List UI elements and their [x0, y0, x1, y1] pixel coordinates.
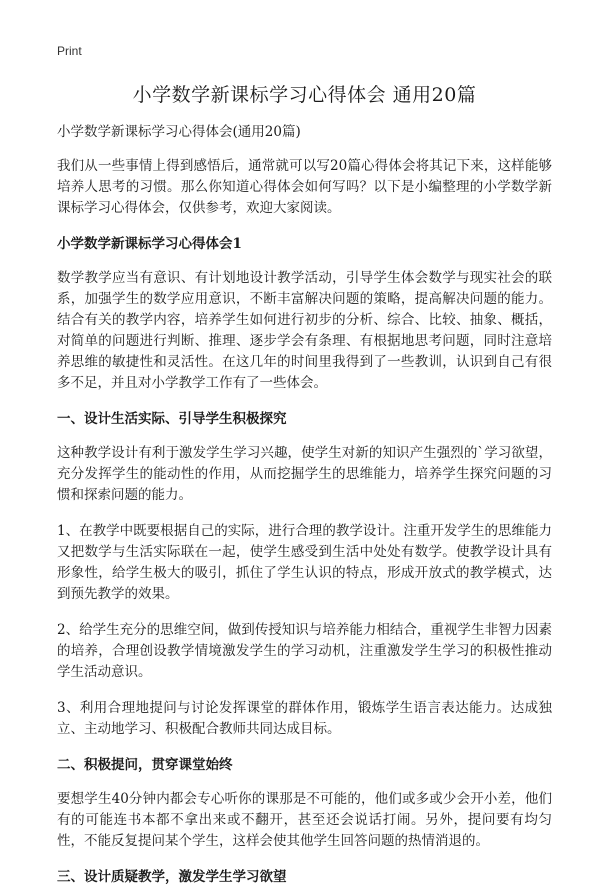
section-1-item-1: 1、在教学中既要根据自己的实际，进行合理的教学设计。注重开发学生的思维能力又把数学与生活实际联在一起，使学生感受到生活中处处有数学。使教学设计具有形象性，给学生极大的吸引，抓住了学生认识的特点，形成开放式的教学模式，达到预先教学的效果。 — [57, 523, 552, 602]
page-title: 小学数学新课标学习心得体会 通用20篇 — [132, 84, 477, 106]
section-1-item-2: 2、给学生充分的思维空间，做到传授知识与培养能力相结合，重视学生非智力因素的培养，合理创设教学情境激发学生的学习动机，注重激发学生学习的积极性推动学生活动意识。 — [57, 622, 552, 680]
section-3-heading: 三、设计质疑教学，激发学生学习欲望 — [57, 869, 287, 885]
section-2-paragraph: 要想学生40分钟内都会专心听你的课那是不可能的，他们或多或少会开小差，他们有的可能连书本都不拿出来或不翻开，甚至还会说话打闹。另外，提问要有均匀性，不能反复提问某个学生，这样会使其他学生回答问题的热情消退的。 — [57, 791, 552, 849]
print-link[interactable]: Print — [57, 44, 82, 58]
section-1-paragraph: 这种教学设计有利于激发学生学习兴趣，使学生对新的知识产生强烈的`学习欲望，充分发挥学生的能动性的作用，从而挖掘学生的思维能力，培养学生探究问题的习惯和探索问题的能力。 — [57, 445, 552, 503]
document-body — [57, 122, 552, 888]
section-2-heading: 二、积极提问，贯穿课堂始终 — [57, 757, 233, 773]
intro-paragraph: 我们从一些事情上得到感悟后，通常就可以写20篇心得体会将其记下来，这样能够培养人思考的习惯。那么你知道心得体会如何写吗？以下是小编整理的小学数学新课标学习心得体会，仅供参考，欢迎大家阅读。 — [57, 158, 552, 216]
section-1-item-3: 3、利用合理地提问与讨论发挥课堂的群体作用，锻炼学生语言表达能力。达成独立、主动地学习、积极配合教师共同达成目标。 — [57, 700, 552, 737]
article-paragraph: 数学教学应当有意识、有计划地设计教学活动，引导学生体会数学与现实社会的联系，加强学生的数学应用意识，不断丰富解决问题的策略，提高解决问题的能力。结合有关的教学内容，培养学生如何进行初步的分析、综合、比较、抽象、概括，对简单的问题进行判断、推理、逐步学会有条理、有根据地思考问题，同时注意培养思维的敏捷性和灵活性。在这几年的时间里我得到了一些教训，认识到自己有很多不足，并且对小学教学工作有了一些体会。 — [57, 270, 552, 391]
article-heading: 小学数学新课标学习心得体会1 — [57, 236, 242, 252]
section-1-heading: 一、设计生活实际、引导学生积极探究 — [57, 411, 287, 427]
document-subtitle: 小学数学新课标学习心得体会(通用20篇) — [57, 124, 301, 140]
